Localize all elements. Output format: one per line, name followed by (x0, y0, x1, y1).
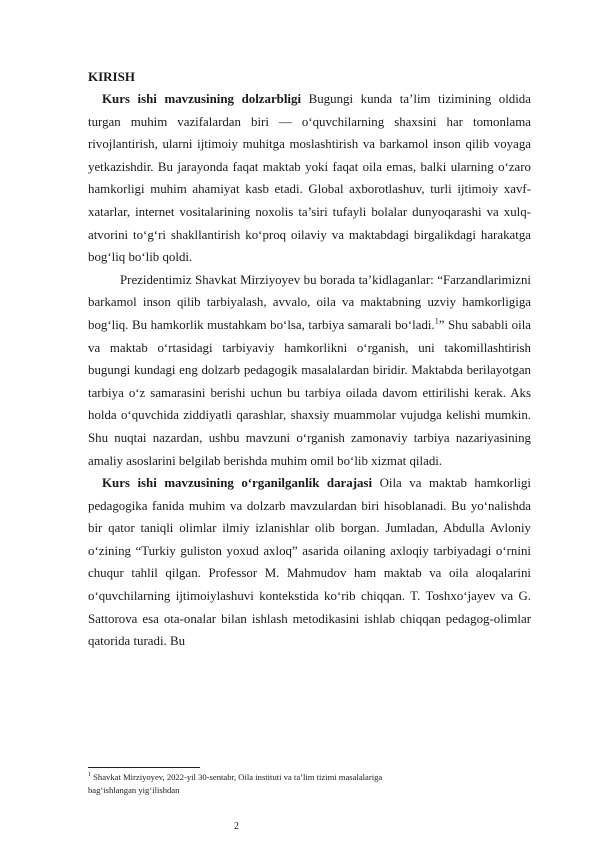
study-level-text: Oila va maktab hamkorligi pedagogika fanida muhim va dolzarb mavzulardan biri hisoblanadi. Bu yo‘nalishda bir qator taniqli olimlar ilmiy izlanishlar olib borgan. Jumladan, Abdulla Avloniy o‘zining “Turkiy guliston yoxud axloq” asarida oilaning axloqiy tarbiyadagi o‘rnini chuqur tahlil qilgan. Professor M. Mahmudov ham maktab va oila aloqalarini o‘quvchilarning ijtimoiylashuvi kontekstida ko‘rib chiqqan. T. Toshxo‘jayev va G. Sattorova esa ota-onalar bilan ishlash metodikasini ishlab chiqqan pedagog-olimlar qatorida turadi. Bu (88, 476, 531, 649)
footnote (88, 771, 488, 796)
paragraph-president-quote (88, 269, 531, 472)
page-number: 2 (234, 821, 239, 832)
footnote-divider (88, 767, 200, 768)
quote-text: Prezidentimiz Shavkat Mirziyoyev bu borada ta’kidlaganlar: “Farzandlarimizni barkamol inson qilib tarbiyalash, avvalo, oila va maktabning uzviy hamkorligiga bog‘liq. Bu hamkorlik mustahkam bo‘lsa, tarbiya samarali bo‘ladi. (88, 272, 531, 332)
paragraph-relevance (88, 88, 531, 269)
footnote-line-1: Shavkat Mirziyoyev, 2022-yil 30-sentabr, Oila instituti va ta’lim tizimi masalalariga (91, 772, 383, 782)
document-body (88, 66, 531, 653)
study-level-lead: Kurs ishi mavzusining o‘rganilganlik darajasi (102, 476, 373, 491)
paragraph-study-level (88, 472, 531, 653)
footnote-reference[interactable]: 1 (434, 316, 439, 326)
relevance-text: Bugungi kunda ta’lim tizimining oldida turgan muhim vazifalardan biri — o‘quvchilarning shaxsini har tomonlama rivojlantirish, ularni ijtimoiy muhitga moslashtirish va barkamol inson qilib voyaga yetkazishdir. Bu jarayonda faqat maktab yoki faqat oila emas, balki ularning o‘zaro hamkorligi muhim ahamiyat kasb etadi. Global axborotlashuv, turli ijtimoiy xavf-xatarlar, internet vositalarining noxolis ta’siri tufayli bolalar dunyoqarashi va xulq-atvorini to‘g‘ri shakllantirish ko‘proq oilaviy va maktabdagi birgalikdagi harakatga bog‘liq bo‘lib qoldi. (88, 92, 531, 265)
quote-continuation: ” Shu sababli oila va maktab o‘rtasidagi tarbiyaviy hamkorlikni o‘rganish, uni takomillashtirish bugungi kundagi eng dolzarb pedagogik masalalardan biridir. Maktabda berilayotgan tarbiya o‘z samarasini berishi uchun bu tarbiya oilada davom ettirilishi kerak. Aks holda o‘quvchida ziddiyatli qarashlar, shaxsiy muammolar vujudga kelishi mumkin. Shu nuqtai nazardan, ushbu mavzuni o‘rganish zamonaviy tarbiya nazariyasining amaliy asoslarini belgilab berishda muhim omil bo‘lib xizmat qiladi. (88, 317, 532, 468)
footnote-line-2: bag‘ishlangan yig‘ilishdan (88, 784, 180, 795)
section-heading: KIRISH (88, 69, 135, 84)
footnote-number: 1 (88, 772, 91, 779)
relevance-lead: Kurs ishi mavzusining dolzarbligi (102, 92, 302, 106)
